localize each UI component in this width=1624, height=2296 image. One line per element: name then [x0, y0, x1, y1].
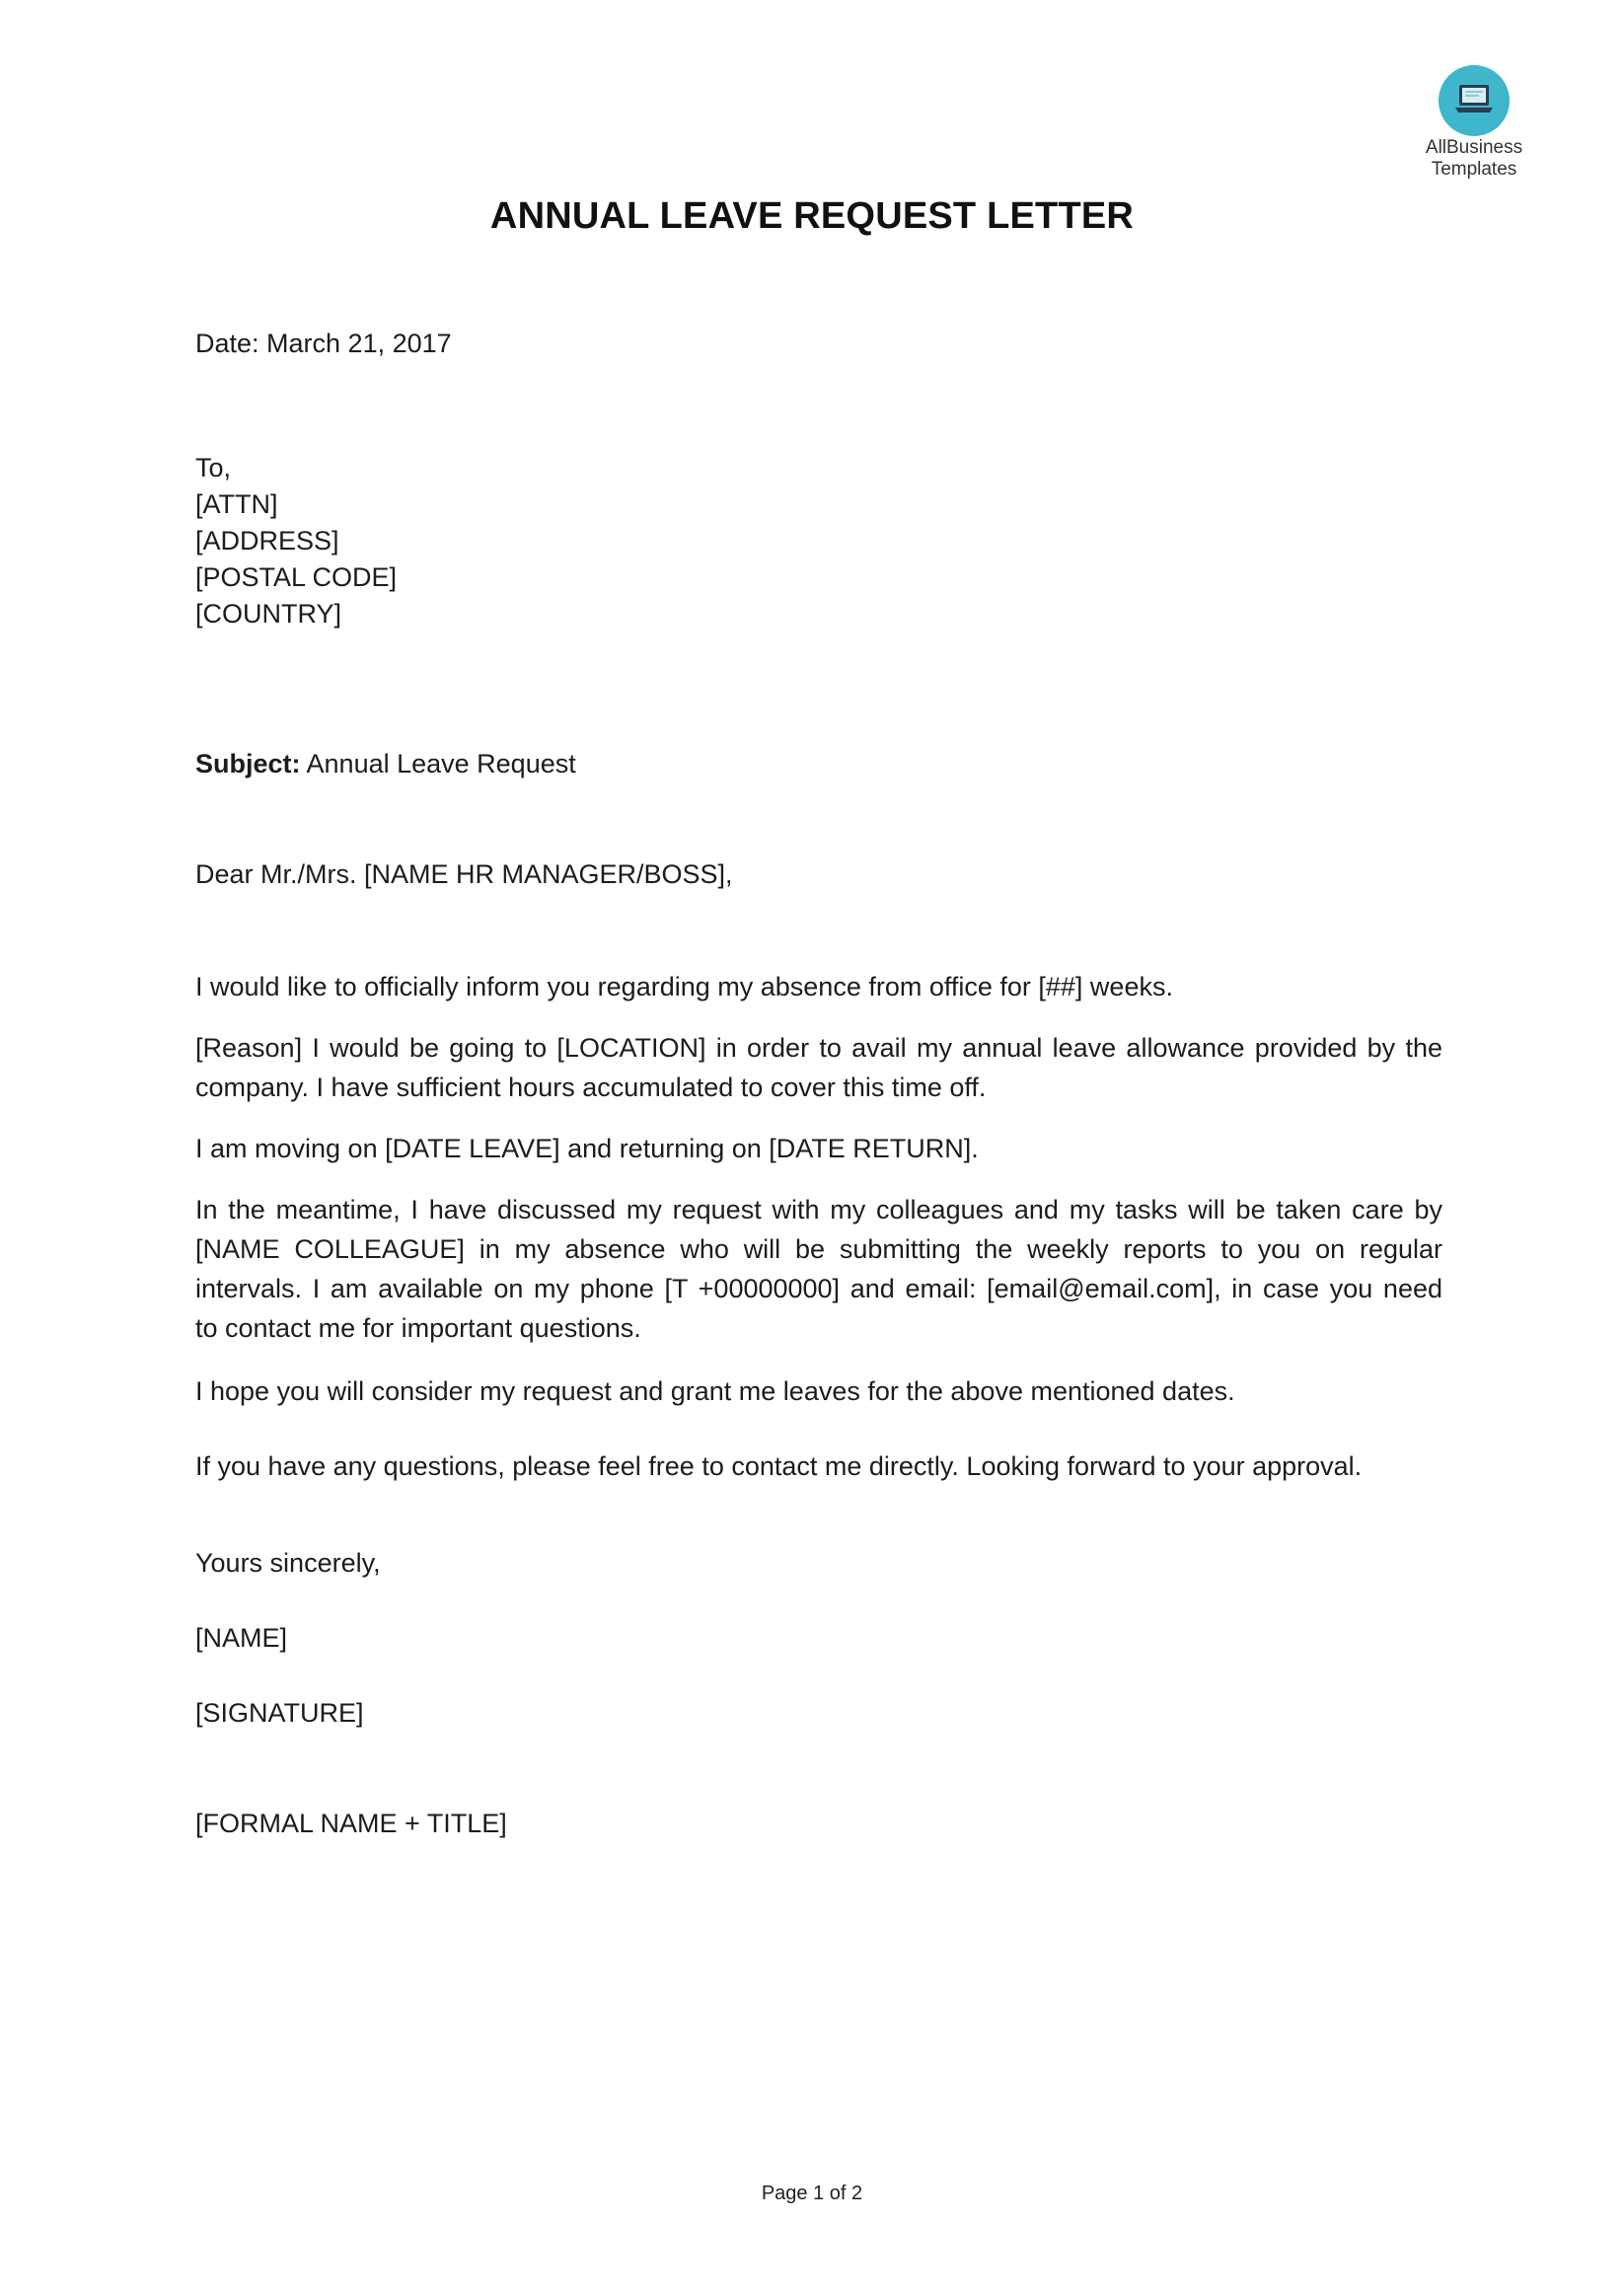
page-number: Page 1 of 2 — [761, 2183, 863, 2204]
body-paragraph-2-line-2: company. I have sufficient hours accumulated to cover this time off. — [195, 1073, 987, 1102]
recipient-to: To, — [195, 453, 232, 482]
closing-signature: [SIGNATURE] — [195, 1698, 364, 1728]
logo-circle — [1439, 65, 1510, 136]
closing-name: [NAME] — [195, 1623, 288, 1653]
subject-text: Annual Leave Request — [300, 749, 576, 778]
body-paragraph-4-line-3: intervals. I am available on my phone [T +00000000] and email: [email@email.com], in case you need — [195, 1274, 1442, 1303]
closing-formal-name: [FORMAL NAME + TITLE] — [195, 1809, 507, 1838]
body-paragraph-6: If you have any questions, please feel free to contact me directly. Looking forward to your approval. — [195, 1451, 1363, 1481]
salutation: Dear Mr./Mrs. [NAME HR MANAGER/BOSS], — [195, 859, 733, 889]
body-paragraph-4-line-2: [NAME COLLEAGUE] in my absence who will be submitting the weekly reports to you on regular — [195, 1234, 1442, 1264]
body-paragraph-3: I am moving on [DATE LEAVE] and returning on [DATE RETURN]. — [195, 1134, 979, 1163]
body-paragraph-2-line-1: [Reason] I would be going to [LOCATION] in order to avail my annual leave allowance provided by the — [195, 1033, 1442, 1063]
recipient-address: [ADDRESS] — [195, 526, 339, 555]
recipient-postal-code: [POSTAL CODE] — [195, 562, 398, 592]
document-title: ANNUAL LEAVE REQUEST LETTER — [489, 195, 1135, 237]
closing-sign-off: Yours sincerely, — [195, 1548, 381, 1578]
logo-text-line1: AllBusiness — [1425, 137, 1523, 158]
body-paragraph-4 — [195, 1190, 1442, 1348]
letter-date: Date: March 21, 2017 — [195, 329, 452, 358]
allbusiness-logo — [1417, 65, 1531, 180]
recipient-country: [COUNTRY] — [195, 599, 342, 629]
body-paragraph-4-line-1: In the meantime, I have discussed my request with my colleagues and my tasks will be taken care by — [195, 1195, 1442, 1224]
body-paragraph-1: I would like to officially inform you regarding my absence from office for [##] weeks. — [195, 972, 1173, 1001]
subject-line — [195, 746, 576, 782]
recipient-attn: [ATTN] — [195, 489, 278, 519]
logo-text-line2: Templates — [1431, 159, 1517, 180]
subject-label: Subject: — [195, 749, 301, 778]
body-paragraph-2 — [195, 1028, 1442, 1107]
body-paragraph-5: I hope you will consider my request and grant me leaves for the above mentioned dates. — [195, 1376, 1235, 1406]
body-paragraph-4-line-4: to contact me for important questions. — [195, 1313, 641, 1343]
